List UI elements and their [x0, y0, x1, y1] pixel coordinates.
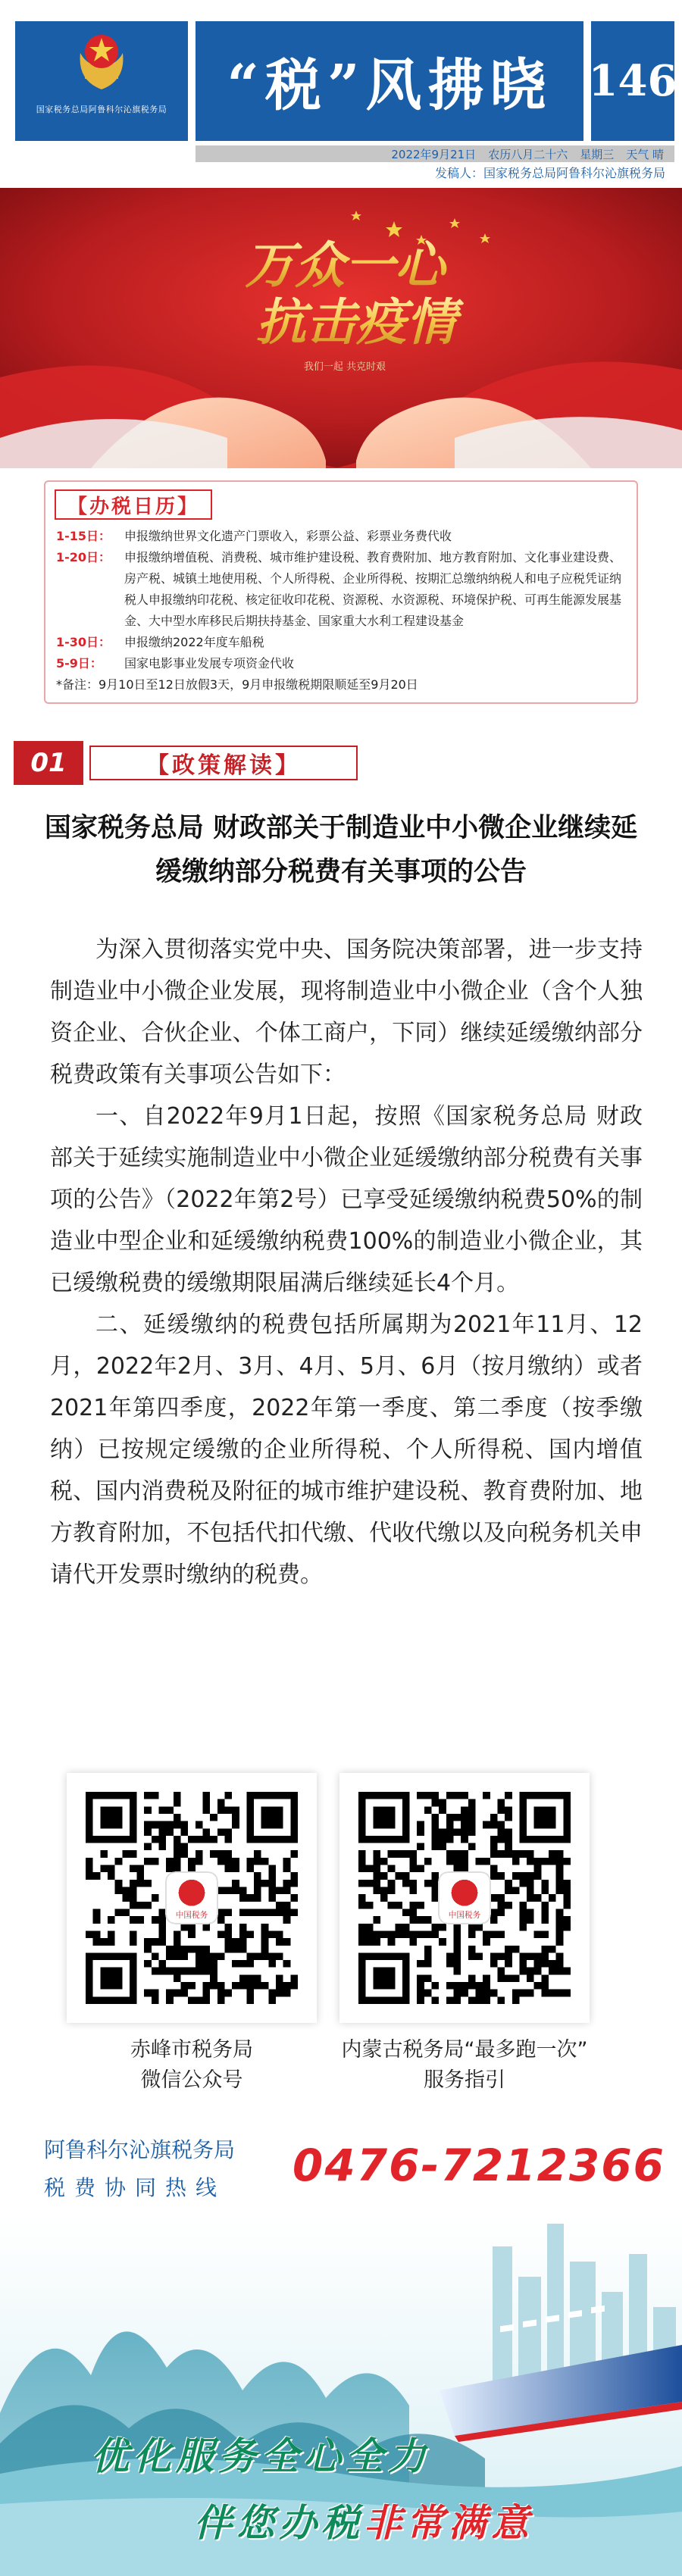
tax-emblem-icon	[74, 27, 129, 92]
footer-slogan-2	[194, 2493, 533, 2547]
qr-code-icon[interactable]	[358, 1792, 571, 2004]
footer-slogan-1: 优化服务全心全力	[91, 2434, 430, 2478]
qr-center-emblem-icon	[179, 1880, 205, 1906]
article-paragraph: 一、自2022年9月1日起，按照《国家税务总局 财政部关于延续实施制造业中小微企业延缓缴纳部分税费有关事项的公告》（2022年第2号）已享受延缓缴纳税费50%的制造业中型企业和延缓缴纳税费100%的制造业小微企业，其已缓缴税费的缓缴期限届满后继续延长4个月。	[50, 1103, 643, 1296]
dateline	[196, 145, 674, 162]
calendar-note: *备注：9月10日至12日放假3天，9月申报缴税期限顺延至9月20日	[56, 677, 418, 692]
hotline-org: 阿鲁科尔沁旗税务局	[44, 2137, 236, 2162]
masthead	[0, 0, 682, 180]
calendar-title: 【办税日历】	[55, 489, 212, 520]
slogan-highlight: 非常满意	[364, 2500, 533, 2545]
calendar-desc: 国家电影事业发展专项资金代收	[124, 656, 295, 671]
qr-caption-line: 微信公众号	[140, 2068, 243, 2092]
slogan-prefix: 伴您办税	[194, 2500, 364, 2545]
calendar-period: 1-20日：	[56, 550, 111, 564]
weekday: 星期三	[580, 147, 615, 161]
section-label: 【政策解读】	[89, 746, 358, 780]
article-headline: 国家税务总局 财政部关于制造业中小微企业继续延缓缴纳部分税费有关事项的公告	[44, 813, 638, 887]
qr-caption-right	[339, 2035, 590, 2096]
qr-caption-line: 内蒙古税务局“最多跑一次”	[341, 2038, 588, 2062]
calendar-period: 5-9日：	[56, 656, 102, 671]
qr-center-badge-label: 中国税务	[175, 1910, 208, 1921]
calendar-period: 1-30日：	[56, 635, 111, 649]
date: 2022年9月21日	[391, 147, 477, 161]
calendar-period: 1-15日：	[56, 529, 111, 543]
calendar-desc: 申报缴纳2022年度车船税	[124, 635, 264, 649]
logo-caption: 国家税务总局阿鲁科尔沁旗税务局	[36, 105, 167, 114]
hotline-label: 税费协同热线	[44, 2175, 227, 2200]
newsletter-title-box	[196, 21, 583, 141]
qr-caption-left	[67, 2035, 317, 2096]
qr-caption-line: 服务指引	[424, 2068, 505, 2092]
banner-calligraphy-line1: 万众一心	[245, 236, 445, 295]
calendar-desc: 申报缴纳增值税、消费税、城市维护建设税、教育费附加、地方教育附加、文化事业建设费、房产税、城镇土地使用税、个人所得税、企业所得税、按期汇总缴纳纳税人和电子应税凭证纳税人申报缴纳印花税、核定征收印花税、资源税、水资源税、环境保护税、可再生能源发展基金、大中型水库移民后期扶持基金、国家重大水利工程建设基金	[124, 550, 622, 628]
banner-calligraphy-line2: 抗击疫情	[256, 292, 456, 352]
hotline-phone[interactable]: 0476-7212366	[293, 2140, 665, 2191]
lunar-date: 农历八月二十六	[488, 147, 568, 161]
qr-card-neimenggu[interactable]	[339, 1773, 590, 2023]
weather: 天气 晴	[626, 147, 664, 161]
calendar-item	[56, 653, 626, 674]
section-number: 01	[14, 741, 83, 785]
article-body	[50, 929, 643, 1596]
calendar-item	[56, 632, 626, 653]
article-paragraph: 为深入贯彻落实党中央、国务院决策部署，进一步支持制造业中小微企业发展，现将制造业中小微企业（含个人独资企业、合伙企业、个体工商户，下同）继续延缓缴纳部分税费政策有关事项公告如下：	[50, 936, 643, 1088]
calendar-item	[56, 547, 626, 632]
tax-calendar	[44, 480, 638, 704]
calendar-desc: 申报缴纳世界文化遗产门票收入，彩票公益、彩票业务费代收	[124, 529, 452, 543]
tax-logo-box	[15, 21, 188, 141]
qr-caption-line: 赤峰市税务局	[130, 2038, 253, 2062]
article-paragraph: 二、延缓缴纳的税费包括所属期为2021年11月、12月，2022年2月、3月、4月、5月、6月（按月缴纳）或者2021年第四季度，2022年第一季度、第二季度（按季缴纳）已按规定缓缴的企业所得税、个人所得税、国内增值税、国内消费税及附征的城市维护建设税、教育费附加、地方教育附加，不包括代扣代缴、代收代缴以及向税务机关申请代开发票时缴纳的税费。	[50, 1311, 643, 1588]
qr-center-emblem-icon	[452, 1880, 478, 1906]
issue-number: 146	[588, 56, 677, 106]
newsletter-title: “税”风拂晓	[227, 53, 552, 118]
calendar-item	[56, 526, 626, 547]
qr-center-badge-label: 中国税务	[448, 1910, 481, 1921]
qr-card-chifeng[interactable]	[67, 1773, 317, 2023]
banner-subtitle: 我们一起 共克时艰	[303, 361, 386, 373]
anti-epidemic-banner	[0, 188, 682, 468]
publisher-line: 发稿人：国家税务总局阿鲁科尔沁旗税务局	[434, 166, 665, 180]
section-header	[14, 741, 377, 785]
qr-code-icon[interactable]	[86, 1792, 298, 2004]
issue-number-box	[588, 21, 677, 141]
calendar-list	[56, 526, 626, 696]
